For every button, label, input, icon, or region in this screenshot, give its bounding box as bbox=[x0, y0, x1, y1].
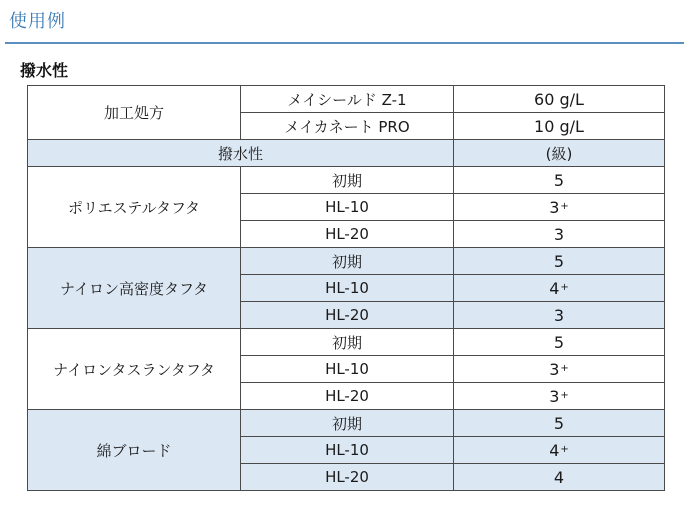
grade-plus-mark: + bbox=[560, 200, 569, 212]
recipe-amount: 10 g/L bbox=[454, 113, 665, 140]
grade-plus-mark: + bbox=[560, 362, 569, 374]
grade-value: 4 bbox=[549, 278, 560, 298]
grade-plus-mark: + bbox=[560, 281, 569, 293]
grade-cell bbox=[454, 167, 665, 194]
grade-value: 3 bbox=[553, 224, 565, 244]
recipe-section bbox=[28, 86, 665, 167]
grade-cell bbox=[454, 383, 665, 410]
grade-cell bbox=[454, 302, 665, 329]
grade-value: 3 bbox=[553, 305, 565, 325]
recipe-label: 加工処方 bbox=[28, 86, 241, 140]
section-title: 使用例 bbox=[9, 11, 66, 32]
grade-value: 5 bbox=[553, 332, 565, 352]
test-condition: 初期 bbox=[241, 167, 454, 194]
grade-cell bbox=[454, 194, 665, 221]
test-condition: 初期 bbox=[241, 329, 454, 356]
section-divider bbox=[5, 42, 684, 44]
test-condition: HL-10 bbox=[241, 275, 454, 302]
fabric-name: ポリエステルタフタ bbox=[28, 167, 241, 248]
grade-value: 4 bbox=[553, 467, 565, 487]
grade-cell bbox=[454, 248, 665, 275]
fabric-name: ナイロン高密度タフタ bbox=[28, 248, 241, 329]
recipe-agent: メイカネート PRO bbox=[241, 113, 454, 140]
grade-plus-mark: + bbox=[560, 443, 569, 455]
test-condition: HL-10 bbox=[241, 356, 454, 383]
grade-value: 3 bbox=[549, 197, 560, 217]
sub-title: 撥水性 bbox=[20, 61, 69, 80]
grade-value: 5 bbox=[553, 251, 565, 271]
grade-value: 5 bbox=[553, 413, 565, 433]
table-row bbox=[28, 248, 665, 275]
test-condition: HL-10 bbox=[241, 194, 454, 221]
test-condition: HL-20 bbox=[241, 302, 454, 329]
grade-value: 5 bbox=[553, 170, 565, 190]
test-condition: 初期 bbox=[241, 410, 454, 437]
fabric-name: 綿ブロード bbox=[28, 410, 241, 491]
grade-cell bbox=[454, 356, 665, 383]
header-unit: (級) bbox=[454, 140, 665, 167]
test-condition: HL-20 bbox=[241, 221, 454, 248]
fabric-results bbox=[28, 167, 665, 491]
test-condition: 初期 bbox=[241, 248, 454, 275]
grade-cell bbox=[454, 329, 665, 356]
table-row bbox=[28, 329, 665, 356]
grade-value: 4 bbox=[549, 440, 560, 460]
table-row bbox=[28, 167, 665, 194]
header-label: 撥水性 bbox=[28, 140, 454, 167]
fabric-name: ナイロンタスランタフタ bbox=[28, 329, 241, 410]
test-condition: HL-20 bbox=[241, 464, 454, 491]
table-row bbox=[28, 410, 665, 437]
grade-cell bbox=[454, 464, 665, 491]
grade-cell bbox=[454, 410, 665, 437]
recipe-agent: メイシールド Z-1 bbox=[241, 86, 454, 113]
grade-value: 3 bbox=[549, 359, 560, 379]
grade-cell bbox=[454, 437, 665, 464]
grade-cell bbox=[454, 275, 665, 302]
test-condition: HL-20 bbox=[241, 383, 454, 410]
recipe-row bbox=[28, 86, 665, 113]
test-condition: HL-10 bbox=[241, 437, 454, 464]
table-header-row bbox=[28, 140, 665, 167]
water-repellency-table bbox=[27, 85, 665, 491]
grade-cell bbox=[454, 221, 665, 248]
recipe-amount: 60 g/L bbox=[454, 86, 665, 113]
grade-plus-mark: + bbox=[560, 389, 569, 401]
grade-value: 3 bbox=[549, 386, 560, 406]
